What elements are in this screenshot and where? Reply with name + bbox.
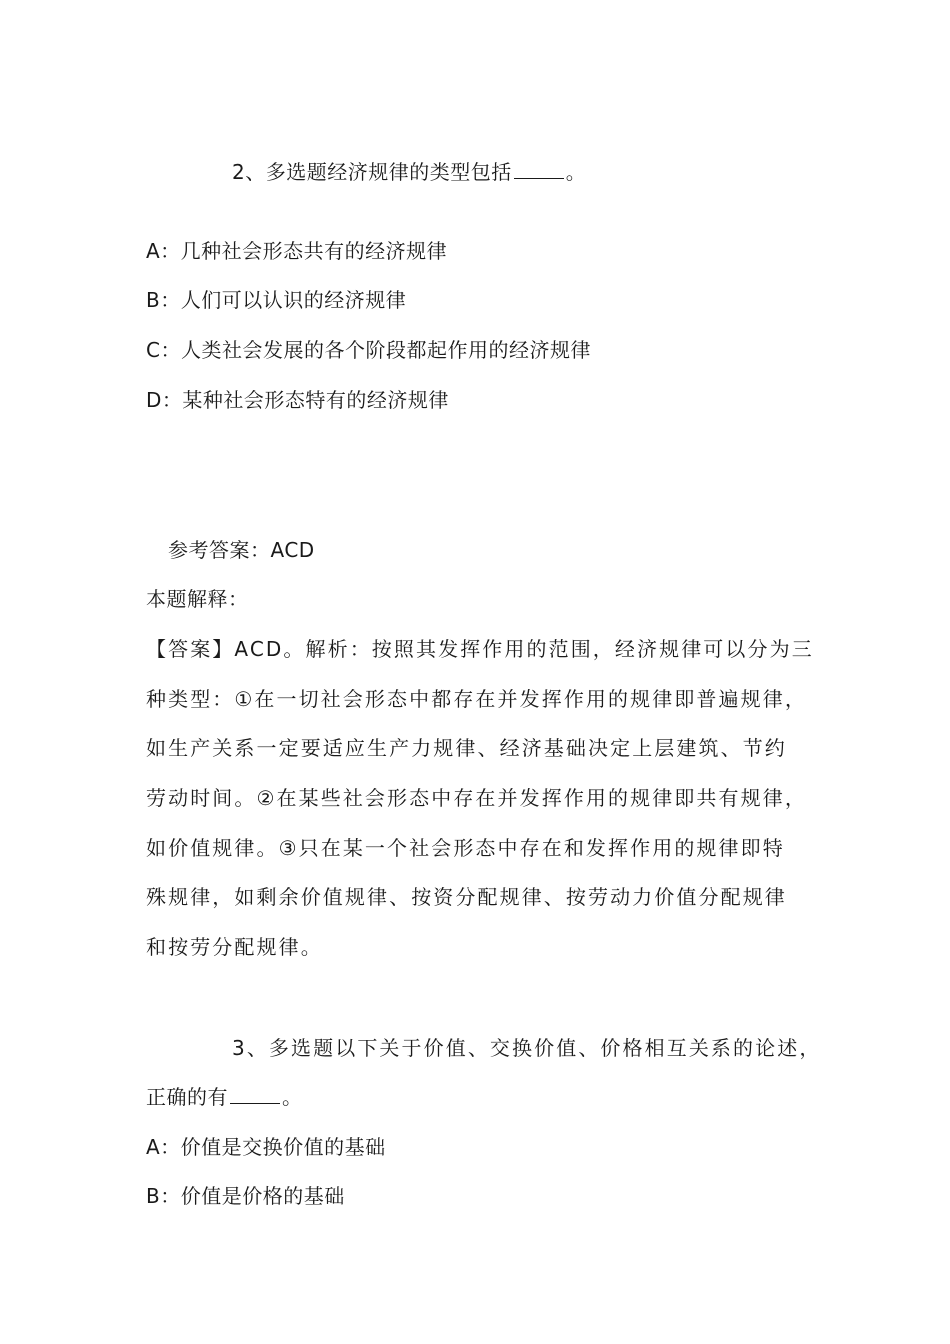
question-2-stem-end: 。	[565, 160, 587, 184]
question-3-stem-line1: 3、多选题以下关于价值、交换价值、价格相互关系的论述，	[232, 1036, 822, 1060]
explanation-line: 如生产关系一定要适应生产力规律、经济基础决定上层建筑、节约	[146, 736, 787, 760]
question-3-option-a: A：价值是交换价值的基础	[146, 1135, 386, 1159]
question-2-option-b: B：人们可以认识的经济规律	[146, 288, 407, 312]
question-2-option-c: C：人类社会发展的各个阶段都起作用的经济规律	[146, 338, 591, 362]
explanation-line: 劳动时间。②在某些社会形态中存在并发挥作用的规律即共有规律，	[146, 786, 807, 810]
question-3-stem-text: 正确的有	[146, 1085, 228, 1109]
question-2-stem	[232, 158, 586, 186]
explanation-line: 和按劳分配规律。	[146, 935, 323, 959]
explanation-title: 本题解释：	[146, 587, 249, 611]
explanation-line: 种类型：①在一切社会形态中都存在并发挥作用的规律即普遍规律，	[146, 687, 807, 711]
answer-blank	[230, 1085, 280, 1104]
question-3-stem-end: 。	[282, 1085, 303, 1109]
answer-blank	[514, 160, 564, 179]
question-3-option-b: B：价值是价格的基础	[146, 1184, 345, 1208]
reference-answer: 参考答案：ACD	[168, 538, 315, 562]
question-2-option-a: A：几种社会形态共有的经济规律	[146, 239, 448, 263]
question-2-stem-text: 2、多选题经济规律的类型包括	[232, 160, 512, 184]
explanation-line: 殊规律，如剩余价值规律、按资分配规律、按劳动力价值分配规律	[146, 885, 787, 909]
question-2-option-d: D：某种社会形态特有的经济规律	[146, 388, 449, 412]
explanation-line: 【答案】ACD。解析：按照其发挥作用的范围，经济规律可以分为三	[146, 637, 814, 661]
explanation-line: 如价值规律。③只在某一个社会形态中存在和发挥作用的规律即特	[146, 836, 785, 860]
question-3-stem-line2	[146, 1083, 303, 1111]
